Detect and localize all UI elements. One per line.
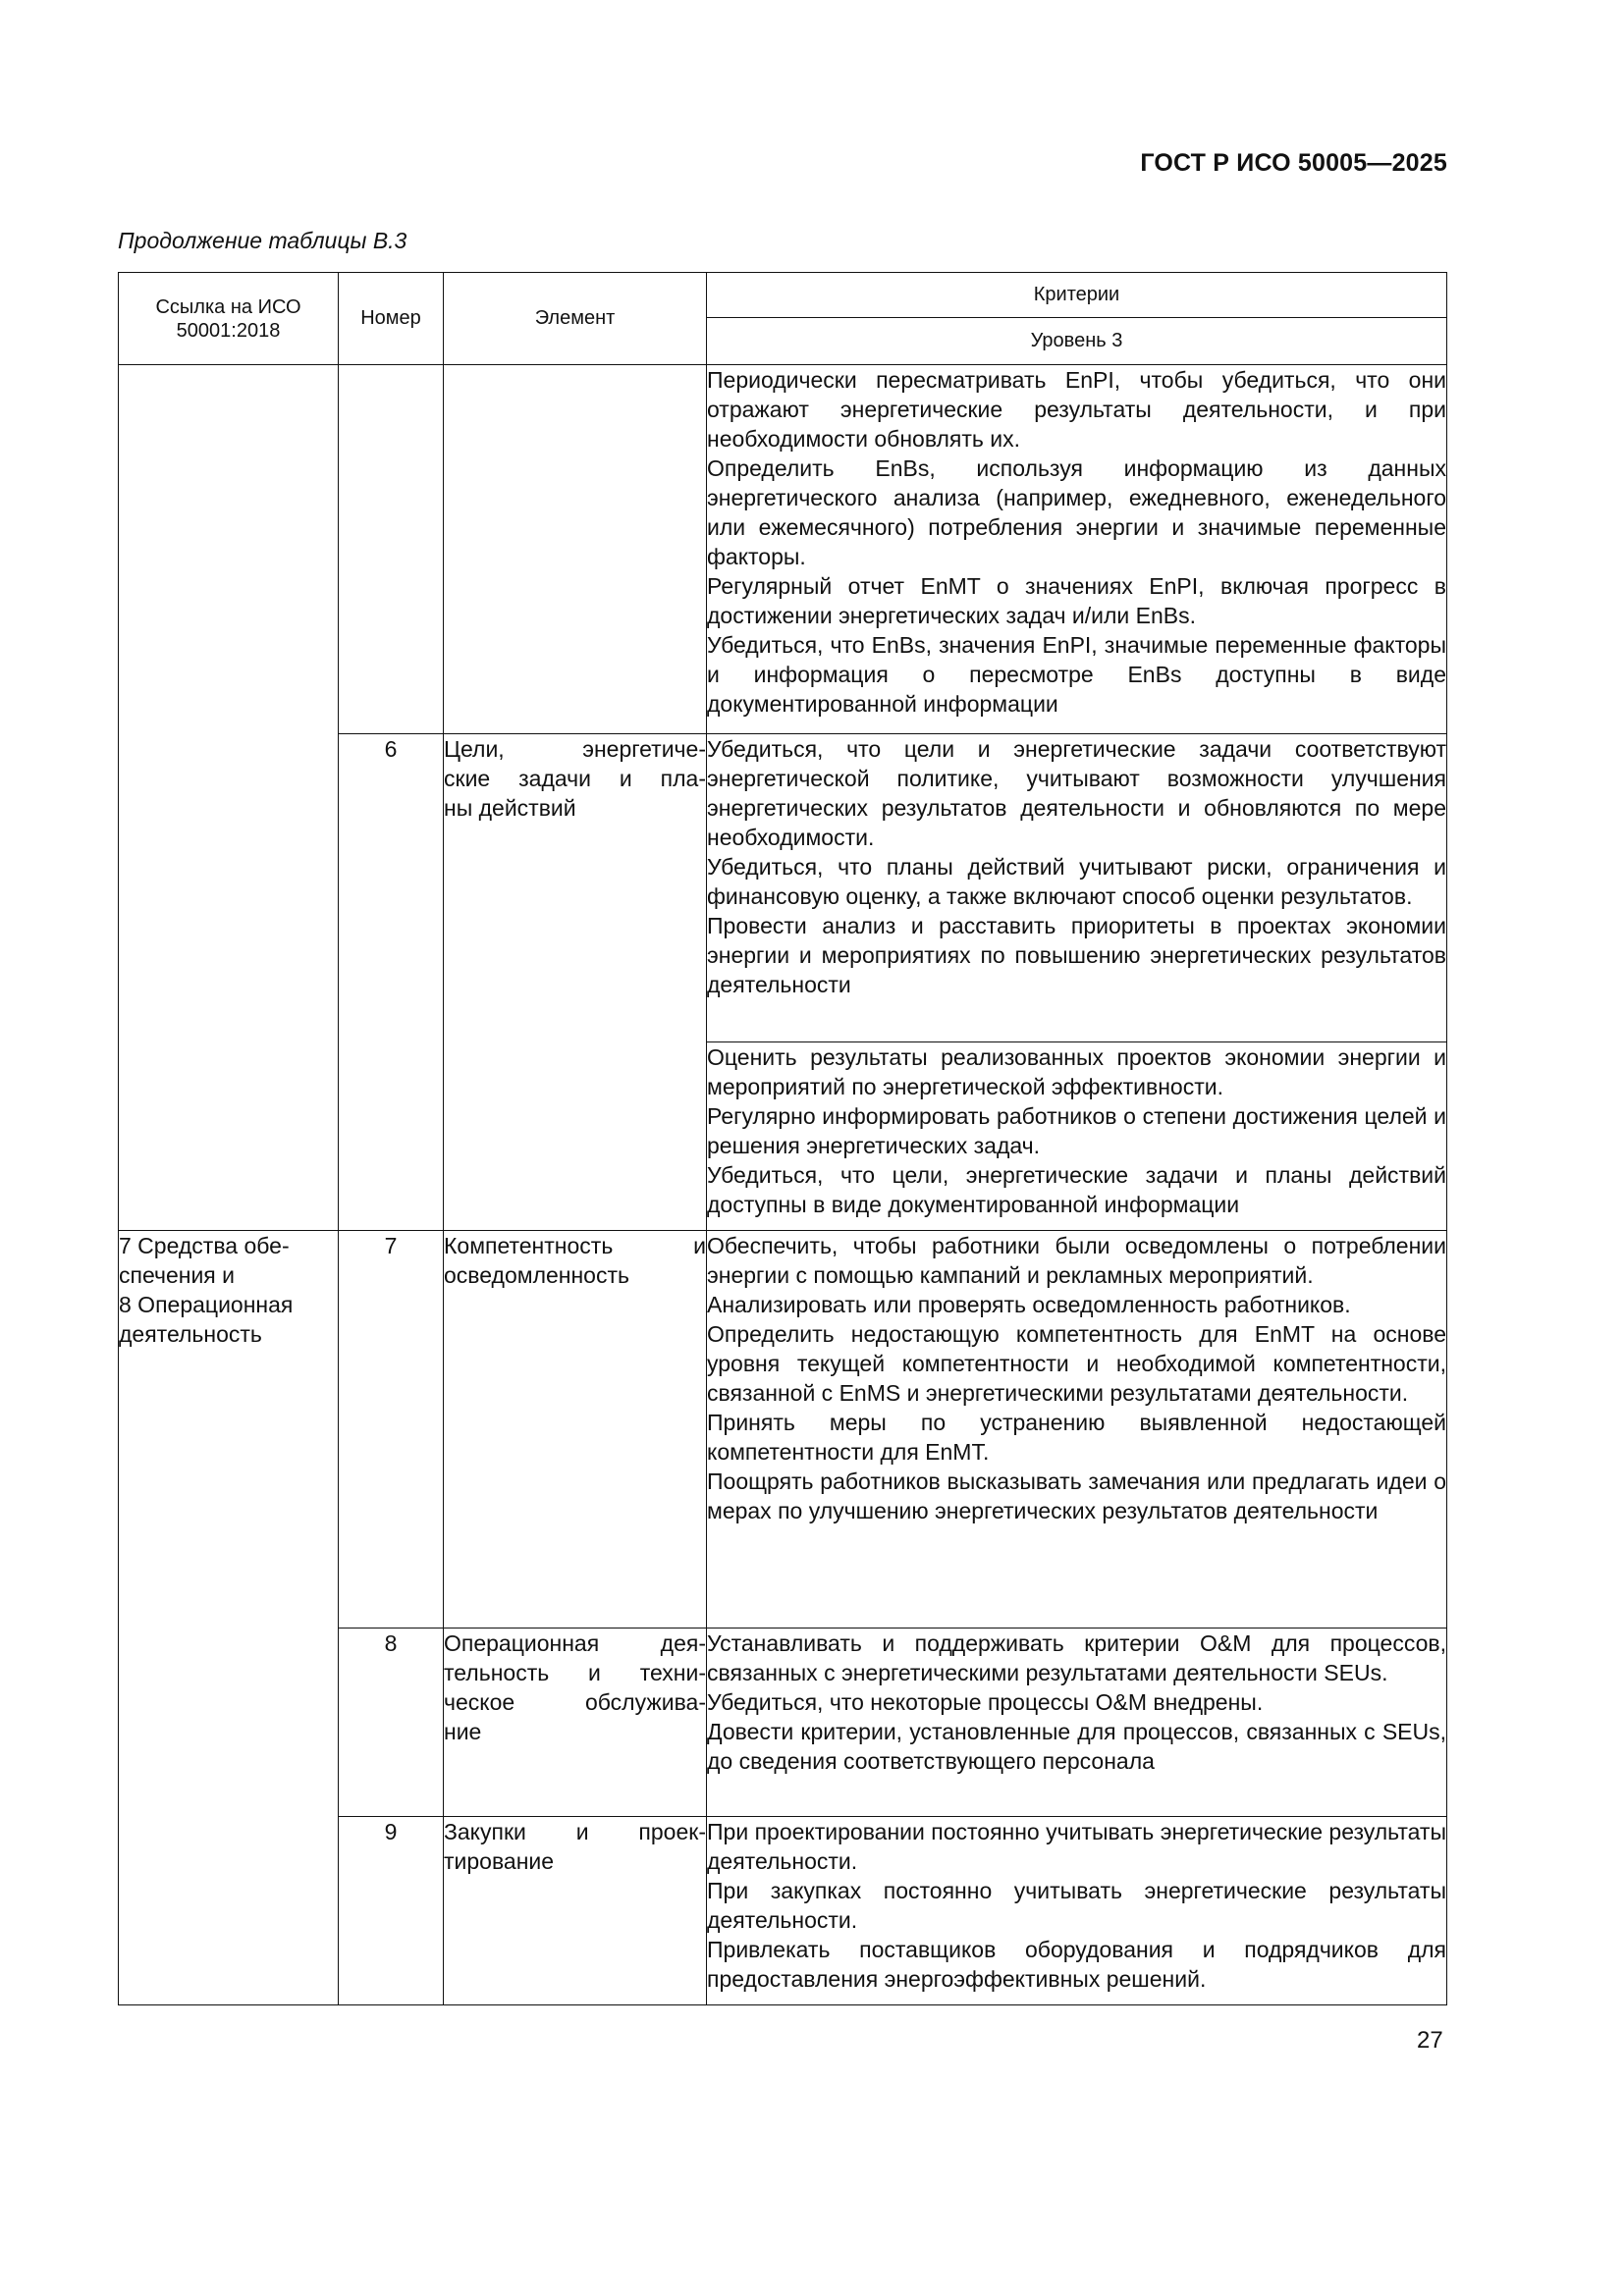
ref-line: деятельность xyxy=(119,1321,262,1347)
table-caption: Продолжение таблицы В.3 xyxy=(118,228,407,253)
criteria-cell xyxy=(707,734,1447,1042)
criteria-paragraph: Убедиться, что цели и энергетические задачи соответствуют энергетической политике, учитывают возможности улучшения энергетических результатов деятельности и обновляются по мере необходимости. xyxy=(707,736,1446,850)
element-line: Компетентность и xyxy=(444,1233,706,1258)
element-line: Операционная дея- xyxy=(444,1630,706,1656)
element-line: осведомленность xyxy=(444,1262,629,1288)
number-cell: 9 xyxy=(339,1817,444,2005)
ref-line: спечения и xyxy=(119,1262,235,1288)
criteria-paragraph: При закупках постоянно учитывать энергетические результаты деятельности. xyxy=(707,1878,1446,1933)
criteria-cell xyxy=(707,365,1447,734)
element-line: ны действий xyxy=(444,795,576,821)
criteria-paragraph: Устанавливать и поддерживать критерии O&M для процессов, связанных с энергетическими результатами деятельности SEUs. xyxy=(707,1630,1446,1685)
criteria-cell xyxy=(707,1231,1447,1629)
element-cell xyxy=(444,734,707,1231)
header-ref: Ссылка на ИСО 50001:2018 xyxy=(119,273,339,365)
criteria-paragraph: Анализировать или проверять осведомленность работников. xyxy=(707,1292,1351,1317)
criteria-paragraph: Поощрять работников высказывать замечания или предлагать идеи о мерах по улучшению энергетических результатов деятельности xyxy=(707,1468,1446,1523)
element-line: ские задачи и пла- xyxy=(444,766,706,791)
criteria-paragraph: Убедиться, что цели, энергетические задачи и планы действий доступны в виде документированной информации xyxy=(707,1162,1446,1217)
criteria-paragraph: Убедиться, что планы действий учитывают риски, ограничения и финансовую оценку, а также включают способ оценки результатов. xyxy=(707,854,1446,909)
criteria-paragraph: Провести анализ и расставить приоритеты в проектах экономии энергии и мероприятиях по повышению энергетических результатов деятельности xyxy=(707,913,1446,997)
criteria-paragraph: Привлекать поставщиков оборудования и подрядчиков для предоставления энергоэффективных решений. xyxy=(707,1937,1446,1992)
header-element: Элемент xyxy=(444,273,707,365)
element-line: Закупки и проек- xyxy=(444,1819,706,1844)
criteria-cell xyxy=(707,1817,1447,2005)
table-row xyxy=(119,1231,1447,1629)
document-id: ГОСТ Р ИСО 50005—2025 xyxy=(1140,149,1447,177)
page-number: 27 xyxy=(1417,2027,1443,2054)
element-cell xyxy=(444,365,707,734)
criteria-paragraph: Регулярно информировать работников о степени достижения целей и решения энергетических задач. xyxy=(707,1103,1446,1158)
number-cell: 6 xyxy=(339,734,444,1231)
header-criteria: Критерии xyxy=(707,273,1447,318)
element-line: ческое обслужива- xyxy=(444,1689,706,1715)
ref-line: 7 Средства обе- xyxy=(119,1233,290,1258)
criteria-paragraph: Принять меры по устранению выявленной недостающей компетентности для EnMT. xyxy=(707,1410,1446,1465)
number-cell: 8 xyxy=(339,1629,444,1817)
criteria-paragraph: Оценить результаты реализованных проектов экономии энергии и мероприятий по энергетической эффективности. xyxy=(707,1044,1446,1099)
table-header-row xyxy=(119,273,1447,318)
ref-cell-empty xyxy=(119,365,339,1231)
table-row xyxy=(119,365,1447,734)
element-cell xyxy=(444,1231,707,1629)
number-cell xyxy=(339,365,444,734)
criteria-paragraph: При проектировании постоянно учитывать энергетические результаты деятельности. xyxy=(707,1819,1446,1874)
header-number: Номер xyxy=(339,273,444,365)
header-level: Уровень 3 xyxy=(707,318,1447,365)
criteria-cell xyxy=(707,1629,1447,1817)
criteria-paragraph: Определить EnBs, используя информацию из данных энергетического анализа (например, ежедневного, еженедельного или ежемесячного) потребления энергии и значимые переменные факторы. xyxy=(707,455,1446,569)
criteria-paragraph: Регулярный отчет EnMT о значениях EnPI, включая прогресс в достижении энергетических задач и/или EnBs. xyxy=(707,573,1446,628)
element-line: ние xyxy=(444,1719,482,1744)
element-cell xyxy=(444,1629,707,1817)
element-line: тельность и техни- xyxy=(444,1660,706,1685)
criteria-paragraph: Убедиться, что EnBs, значения EnPI, значимые переменные факторы и информация о пересмотре EnBs доступны в виде документированной информации xyxy=(707,632,1446,717)
criteria-cell xyxy=(707,1042,1447,1231)
element-line: Цели, энергетиче- xyxy=(444,736,706,762)
criteria-paragraph: Периодически пересматривать EnPI, чтобы убедиться, что они отражают энергетические результаты деятельности, и при необходимости обновлять их. xyxy=(707,367,1446,452)
criteria-paragraph: Убедиться, что некоторые процессы O&M внедрены. xyxy=(707,1689,1264,1715)
criteria-paragraph: Обеспечить, чтобы работники были осведомлены о потреблении энергии с помощью кампаний и рекламных мероприятий. xyxy=(707,1233,1446,1288)
element-cell xyxy=(444,1817,707,2005)
criteria-table xyxy=(118,272,1447,2005)
ref-line: 8 Операционная xyxy=(119,1292,294,1317)
number-cell: 7 xyxy=(339,1231,444,1629)
criteria-paragraph: Довести критерии, установленные для процессов, связанных с SEUs, до сведения соответствующего персонала xyxy=(707,1719,1446,1774)
element-line: тирование xyxy=(444,1848,555,1874)
ref-cell xyxy=(119,1231,339,2005)
criteria-paragraph: Определить недостающую компетентность для EnMT на основе уровня текущей компетентности и необходимой компетентности, связанной с EnMS и энергетическими результатами деятельности. xyxy=(707,1321,1446,1406)
